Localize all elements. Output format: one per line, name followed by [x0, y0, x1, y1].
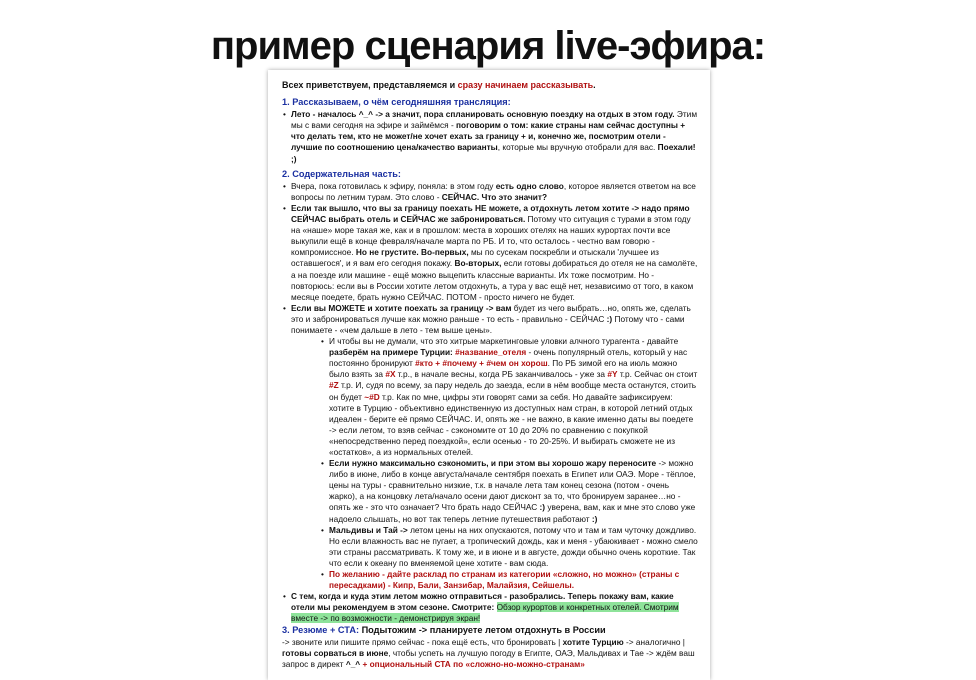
s1-text: Этим мы с вами сегодня на эфире и займёмся - [291, 109, 698, 131]
s3-text-b: -> аналогично | [623, 636, 685, 647]
p3-bold2: :) [606, 313, 613, 324]
intro-text: Всех приветствуем, представляемся и [282, 80, 458, 90]
s1-bold3: Поехали! ;) [291, 142, 696, 164]
s3-text: летом цены на них опускаются, потому что и там и там чуточку дождливо. Но если влажность вас не пугает, а тропический дождь, как и меня - убаюкивает - можно смело эти страны рассматривать. К тому же, и в июне и в августе, дожди обычно очень короткие. Так что если к океану по вменяемой цене хотите - вам сюда. [329, 524, 698, 568]
intro-end: . [593, 80, 596, 90]
s3-heading-text: 3. Резюме + СТА: [282, 624, 360, 635]
p2-text: Потому что ситуация с турами в этом году на «наше» море такая же, как и в прошлом: места в хороших отелях на наших курортах почти все выкупили ещё в конце февраля/начале марта по РБ. И то, что осталось - честно вам говорю - компромиссное. [291, 214, 691, 258]
s2-text2: уверена, вам, как и мне это слово уже надоело слышать, но вот так теперь летние путешествия работают [329, 502, 696, 524]
s3-text-c: , чтобы успеть на лучшую погоду в Египте, ОАЭ, Мальдивах и Тае -> ждём ваш запрос в директ [282, 647, 695, 669]
s2-bold2: :) [539, 502, 546, 513]
sub-item-economy [329, 458, 698, 525]
section2-list [282, 181, 698, 625]
price-z-tag: #Z [329, 380, 339, 391]
s1-text-d: т.р., в начале весны, когда РБ заканчивалось - уже за [395, 369, 608, 380]
section1-item [291, 109, 698, 164]
section2-heading: 2. Содержательная часть: [282, 168, 401, 179]
p2-text3: если готовы добираться до отеля не на самолёте, а на поезде или машине - ещё можно выцепить классные варианты. Их тоже посмотрим. Но - повторюсь: если вы в России хотите летом отдохнуть, а тура у вас ещё нет, независимо от того, в каком месяце поедете, брать нужно СЕЙЧАС. ПОТОМ - просто ничего не будет. [291, 258, 698, 302]
section2-item-2 [291, 203, 698, 303]
p1-text: Вчера, пока готовилась к эфиру, поняла: в этом году [291, 180, 496, 191]
s1-bold-a: разберём на примере Турции: [329, 347, 453, 358]
s2-bold: Если нужно максимально сэкономить, и при этом вы хорошо жару переносите [329, 458, 657, 469]
section1-list [282, 109, 698, 164]
s1-text-g: т.р. Как по мне, цифры эти говорят сами за себя. Но давайте зафиксируем: хотите в Турцию - объективно единственную из доступных нам стран, в которой летний отдых идеален - берите её прямо СЕЙЧАС. И, опять же - не важно, в какие именно даты вы поедете -> если летом, то взяв сейчас - сэкономите от 10 до 20% по сравнению с покупкой «непосредственно перед поездкой», если осенью - то 20-25%. И выбирать сможете не из «остатков», а из нормальных отелей. [329, 391, 694, 457]
s1-text-b: - очень популярный отель, который у нас постоянно бронируют [329, 347, 688, 369]
s4-red: По желанию - дайте расклад по странам из категории «сложно, но можно» (страны с пересадками) - Кипр, Бали, Занзибар, Малайзия, Сейшелы. [329, 569, 680, 591]
p1-text2: , которое является ответом на все вопросы по летним турам. Это слово - [291, 180, 696, 202]
intro-line [282, 80, 698, 91]
p2-bold2: Но не грустите. Во-первых, [355, 247, 469, 258]
s3-bold-d: ^_^ [345, 658, 361, 669]
s3-bold-b: хотите Турцию [562, 636, 624, 647]
subsection-list [291, 336, 698, 591]
intro-accent: сразу начинаем рассказывать [457, 80, 594, 90]
price-y-tag: #Y [607, 369, 618, 380]
s3-red: + опциональный СТА по «сложно-но-можно-странам» [360, 658, 585, 669]
p3-text: будет из чего выбрать…но, опять же, сделать это и забронироваться лучше как можно раньше - то есть - правильно - СЕЙЧАС [291, 302, 691, 324]
price-x-tag: #X [385, 369, 396, 380]
section1-heading: 1. Рассказываем, о чём сегодняшняя трансляция: [282, 97, 511, 108]
p3-bold: Если вы МОЖЕТЕ и хотите поехать за границу -> вам [291, 302, 512, 313]
sub-item-optional [329, 569, 698, 591]
s1-text-a: И чтобы вы не думали, что это хитрые маркетинговые уловки алчного турагента - давайте [329, 336, 679, 347]
p4-bold: С тем, когда и куда этим летом можно отправиться - разобрались. Теперь покажу вам, какие отели мы рекомендуем в этом сезоне. Смотрите: [291, 591, 674, 613]
price-d-tag: ~#D [364, 391, 380, 402]
s1-text-f: т.р. И, судя по всему, за пару недель до заезда, если в нём вообще места останутся, стоить он будет [329, 380, 697, 402]
s1-bold: Лето - началось ^_^ -> а значит, пора спланировать основную поездку на отдых в этом году. [291, 109, 675, 120]
hotel-reason-tag: #кто + #почему + #чем он хорош [415, 358, 548, 369]
p1-bold: есть одно слово [495, 180, 564, 191]
highlighted-note: Обзор курортов и конкретных отелей. Смотрим вместе -> по возможности - демонстрируя экран! [291, 602, 679, 624]
sub-item-maldives [329, 525, 698, 569]
section3-body [282, 637, 698, 670]
p2-bold3: Во-вторых, [454, 258, 502, 269]
script-document [268, 70, 710, 680]
p1-bold2: СЕЙЧАС. Что это значит? [441, 191, 548, 202]
s1-text-c: . По РБ зимой его на июль можно было взять за [329, 358, 678, 380]
s3-bold-a: Подытожим -> планируете летом отдохнуть в России [359, 624, 606, 635]
hotel-name-tag: #название_отеля [452, 347, 527, 358]
p2-text2: мы по сусекам поскребли и отыскали 'лучшее из оставшегося', и я вам его сегодня покажу. [291, 247, 659, 269]
section2-item-4 [291, 591, 698, 624]
s3-bold: Мальдивы и Тай -> [329, 524, 408, 535]
s3-bold-c: готовы сорваться в июне [282, 647, 389, 658]
s2-text: -> можно либо в июне, либо в конце августа/начале сентября поехать в Египет или ОАЭ. Море - тёплое, цены на туры - сравнительно низкие, т.к. в начале лета там конец сезона (потом - очень жарко), а на концовку лета/начало осени дают дисконт за то, что бронируем заранее…но - опять же - это что означает? Что брать надо СЕЙЧАС [329, 458, 696, 513]
section2-item-3 [291, 303, 698, 591]
s3-text-a: -> звоните или пишите прямо сейчас - пока ещё есть, что бронировать | [282, 636, 563, 647]
s1-bold2: поговорим о том: какие страны нам сейчас доступны + что делать тем, кто не может/не хочет ехать за границу + и, конечно же, посмотрим отели - лучшие по соотношению цена/качество варианты [291, 120, 686, 153]
section2-item-1 [291, 181, 698, 203]
section3-heading [282, 625, 698, 636]
s1-text2: , которые мы вручную отобрали для вас. [497, 142, 658, 153]
p2-bold: Если так вышло, что вы за границу поехать НЕ можете, а отдохнуть летом хотите -> надо прямо СЕЙЧАС выбрать отель и СЕЙЧАС же забронироваться. [291, 202, 690, 225]
s2-bold3: :) [591, 513, 598, 524]
page-title: пример сценария live-эфира: [210, 24, 766, 68]
p3-text2: Потому что - сами понимаете - «чем дальше в лето - тем выше цены». [291, 313, 685, 335]
sub-item-turkey [329, 336, 698, 458]
s1-text-e: т.р. Сейчас он стоит [617, 369, 698, 380]
